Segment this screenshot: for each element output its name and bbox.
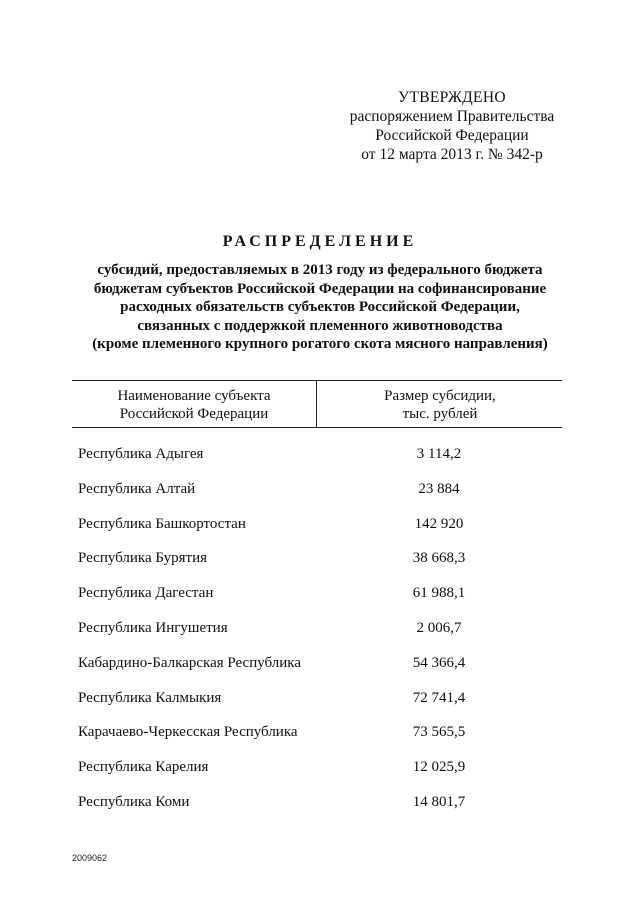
document-title: РАСПРЕДЕЛЕНИЕ — [222, 233, 418, 250]
region-name: Республика Карелия — [78, 759, 209, 776]
table-header-rule — [72, 427, 562, 428]
subsidy-amount: 2 006,7 — [416, 619, 462, 636]
subsidy-amount: 12 025,9 — [412, 759, 466, 776]
subtitle-line: (кроме племенного крупного рогатого скота мясного направления) — [92, 336, 548, 353]
subsidy-amount: 54 366,4 — [412, 654, 466, 671]
column-header-subject-line-1: Наименование субъекта — [117, 388, 271, 404]
table-row — [0, 646, 640, 681]
region-name: Республика Коми — [78, 793, 190, 810]
region-name: Республика Ингушетия — [78, 619, 228, 636]
subsidy-amount: 3 114,2 — [416, 446, 462, 462]
approval-line-3: от 12 марта 2013 г. № 342-р — [361, 146, 543, 163]
subsidy-amount: 14 801,7 — [412, 793, 466, 810]
approval-line-2: Российской Федерации — [375, 127, 529, 144]
column-header-subject — [74, 387, 314, 423]
approval-stamp-word: УТВЕРЖДЕНО — [398, 89, 506, 106]
table-row — [0, 437, 640, 472]
column-header-amount-line-1: Размер субсидии, — [384, 388, 496, 404]
region-name: Республика Алтай — [78, 480, 196, 497]
table-row — [0, 750, 640, 785]
table-row — [0, 611, 640, 646]
subtitle-line: связанных с поддержкой племенного животноводства — [137, 317, 503, 334]
table-row — [0, 681, 640, 716]
approval-block — [336, 88, 568, 164]
column-header-subject-line-2: Российской Федерации — [119, 406, 269, 422]
document-code: 2009062 — [72, 853, 108, 863]
subsidy-amount: 38 668,3 — [412, 550, 466, 567]
table-row — [0, 576, 640, 611]
table-header-divider — [316, 380, 317, 428]
subsidy-amount: 142 920 — [414, 515, 464, 532]
approval-line-1: распоряжением Правительства — [349, 108, 555, 125]
region-name: Республика Калмыкия — [78, 689, 222, 706]
table-row — [0, 472, 640, 507]
table-row — [0, 507, 640, 542]
region-name: Республика Бурятия — [78, 550, 208, 567]
region-name: Республика Дагестан — [78, 585, 214, 602]
subsidy-amount: 61 988,1 — [412, 585, 466, 602]
table-top-rule — [72, 380, 562, 381]
column-header-amount-line-2: тыс. рублей — [402, 406, 478, 422]
subtitle-line: расходных обязательств субъектов Российской Федерации, — [120, 299, 520, 316]
region-name: Кабардино-Балкарская Республика — [78, 654, 302, 671]
subtitle-line: бюджетам субъектов Российской Федерации на софинансирование — [93, 280, 547, 297]
region-name: Республика Адыгея — [78, 446, 204, 462]
column-header-amount — [318, 387, 562, 423]
table-row — [0, 715, 640, 750]
table-row — [0, 785, 640, 820]
subtitle-line: субсидий, предоставляемых в 2013 году из федерального бюджета — [97, 262, 543, 278]
region-name: Карачаево-Черкесская Республика — [78, 724, 298, 741]
region-name: Республика Башкортостан — [78, 515, 246, 532]
subsidy-amount: 23 884 — [418, 480, 460, 497]
subsidy-amount: 72 741,4 — [412, 689, 466, 706]
document-subtitle — [40, 261, 600, 354]
table-row — [0, 541, 640, 576]
subsidy-amount: 73 565,5 — [412, 724, 466, 741]
subsidy-table-body — [0, 437, 640, 820]
